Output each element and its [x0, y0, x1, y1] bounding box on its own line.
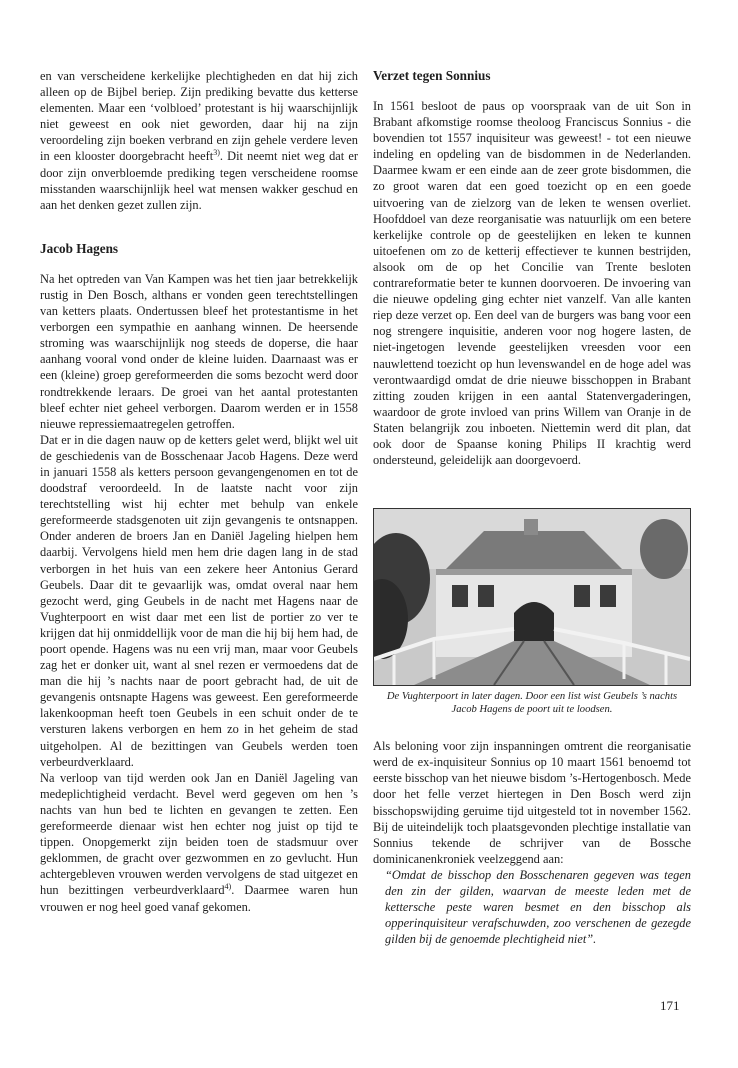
- paragraph-sonnius-1: In 1561 besloot de paus op voorspraak van de uit Son in Brabant afkomstige roomse theoloog Franciscus Sonnius - die bovendien tot 1557 inquisiteur was geweest! - tot een nieuwe indeling en opdeling van de bisdommen in de Nederlanden. Daarmee kwam er een einde aan de zeer grote bisdommen, die zo groot waren dat een goed toezicht op en een goede uitvoering van de zielzorg van de leken te wensen overliet. Hoofddoel van deze reorganisatie was natuurlijk om een betere kerkelijke controle op de geestelijken en leken te kunnen uitoefenen om zo de ketterij effectiever te kunnen bestrijden, alsook om de op het Concilie van Trente besloten contrareformatie beter te kunnen doorvoeren. De invoering van die nieuwe opdeling ging echter niet vanzelf. Van alle kanten riep deze verzet op. Een deel van de burgers was bang voor een nog strengere inquisitie, anderen voor nog hogere lasten, de niet-ingetogen levende geestelijken vreesden voor een nauwlettend toezicht op hun levenswandel en de hoge adel was verontwaardigd omdat de drie nieuwe bisschoppen in Brabant zitting zouden krijgen in een aantal Statenvergaderingen, waardoor de grote invloed van prins Willem van Oranje in de Staten belangrijk zou inboeten. Niettemin werd dit plan, dat ook door de Spaanse koning Philips II krachtig werd ondersteund, geleidelijk aan doorgevoerd.: [373, 99, 691, 468]
- left-column: [40, 68, 358, 915]
- paragraph-hagens-2: Dat er in die dagen nauw op de ketters gelet werd, blijkt wel uit de geschiedenis van de Bosschenaar Jacob Hagens. Deze werd in januari 1558 als ketters persoon gevangengenomen en tot de doodstraf veroordeeld. In de laatste nacht voor zijn terechtstelling wist hij echter met behulp van enkele gereformeerde stadsgenoten uit zijn gevangenis te ontsnappen. Onder anderen de broers Jan en Daniël Jageling hielpen hem daarbij. Vervolgens hield men hem drie dagen lang in de stad verborgen in het huis van een zekere heer Antonius Gerard Geubels. Daar dit te gevaarlijk was, omdat overal naar hem gezocht werd, ging Geubels in de nacht met Hagens naar de Vughterpoort en wist daar met een list de portier zo ver te krijgen dat hij onmiddellijk voor de man die hij bij hem had, de poort opende. Hagens was nu een vrij man, maar voor Geubels zag het er donker uit, want al snel rezen er vermoedens dat de man die hij ’s nachts naar de poort gebracht had, de uit de gevangenis ontsnapte Hagens was geweest. Een gereformeerde lakenkoopman heeft toen Geubels in een schuit onder de te versturen lakens verborgen en hem zo in het geheim de stad uitgeholpen. Al de bezittingen van Geubels werden toen verbeurdverklaard.: [40, 432, 358, 769]
- paragraph-sonnius-2: Als beloning voor zijn inspanningen omtrent die reorganisatie werd de ex-inquisiteur Sonnius op 10 maart 1561 benoemd tot eerste bisschop van het nieuwe bisdom ’s-Hertogenbosch. Mede door het felle verzet hiertegen in Den Bosch werd zijn bisschopswijding geruime tijd uitgesteld tot in november 1562. Bij de uiteindelijk toch plaatsgevonden plechtige installatie van Sonnius tekende de schrijver van de Bossche dominicanenkroniek veelzeggend aan:: [373, 739, 691, 866]
- vughterpoort-photo-image: [374, 509, 690, 685]
- page-number: 171: [660, 998, 680, 1013]
- heading-jacob-hagens: Jacob Hagens: [40, 240, 119, 256]
- paragraph-intro: en van verscheidene kerkelijke plechtigheden en dat hij zich alleen op de Bijbel beriep. Zijn prediking bevatte dus ketterse elementen. Maar een ‘volbloed’ protestant is hij waarschijnlijk niet geweest en ook niet geworden, daar hij na zijn veroordeling zijn boeken verbrand en zijn gehele verdere leven in een klooster doorgebracht heeft$^{3)}$. Dit neemt niet weg dat er door zijn onverbloemde prediking tegen verscheidene roomse misstanden waarschijnlijk heel wat mensen wakker geschud en aan het denken gezet zullen zijn.: [40, 69, 358, 212]
- paragraph-hagens-3: Na verloop van tijd werden ook Jan en Daniël Jageling van medeplichtigheid verdacht. Bevel werd gegeven om hen ’s nachts van hun bed te lichten en gevangen te zetten. Een gereformeerde dienaar wist hen echter nog juist op tijd te tippen. Onopgemerkt zijn beiden toen de stadsmuur over geklommen, de gracht over gezwommen en zo gevlucht. Hun achtergebleven vrouwen werden vervolgens de stad uitgezet en hun bezittingen verbeurdverklaard$^{4)}$. Daarmee waren hun vrouwen er nog heel goed vanaf gekomen.: [40, 770, 358, 914]
- heading-verzet-tegen-sonnius: Verzet tegen Sonnius: [373, 68, 491, 83]
- photo-vughterpoort: [373, 508, 691, 686]
- footnote-ref-3[interactable]: 3): [213, 148, 220, 158]
- right-column: [373, 68, 691, 947]
- block-quote-kroniek: “Omdat de bisschop den Bosschenaren gegeven was tegen den zin der gilden, waarvan de meeste leden met de kettersche peste waren besmet en den bisschop als opperinquisiteur verafschuwden, zoo verschenen de gezegde gilden bij de genoemde plechtigheid niet”.: [385, 867, 691, 947]
- photo-caption: De Vughterpoort in later dagen. Door een list wist Geubels ’s nachts Jacob Hagens de poort uit te loodsen.: [386, 691, 678, 716]
- paragraph-hagens-1: Na het optreden van Van Kampen was het tien jaar betrekkelijk rustig in Den Bosch, althans er vonden geen terechtstellingen van ketters plaats. Ondertussen bleef het protestantisme in het verborgen een sympathie en aanhang winnen. De heersende stroming was waarschijnlijk nog steeds de doperse, die haar aanhang vooral vond onder de kleine luiden. Daarnaast was er een (kleine) groep gereformeerden die soms bezocht werd door rondtrekkende leraars. De groei van het aantal protestanten bleef echter niet geheel verborgen. Daarom werden er in 1558 nieuwe repressiemaatregelen getroffen.: [40, 271, 358, 431]
- footnote-ref-4[interactable]: 4): [224, 882, 232, 892]
